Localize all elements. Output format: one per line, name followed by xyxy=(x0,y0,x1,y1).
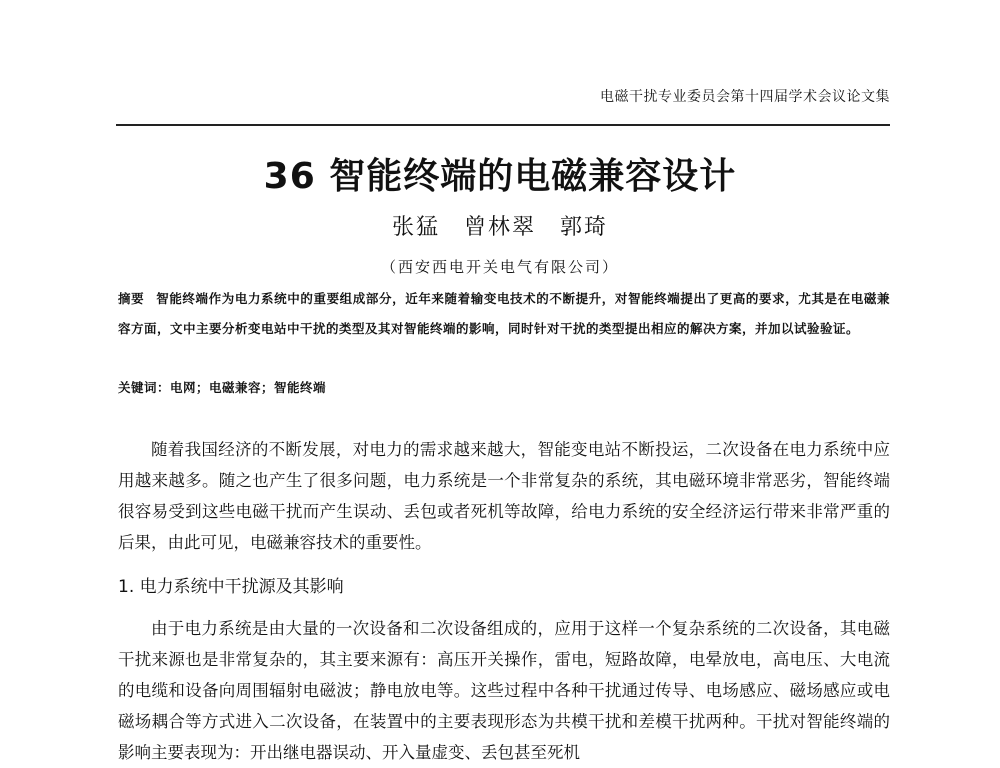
section-heading-1: 1. 电力系统中干扰源及其影响 xyxy=(118,577,344,597)
keywords: 关键词：电网；电磁兼容；智能终端 xyxy=(118,380,327,395)
abstract xyxy=(118,284,890,344)
authors: 张猛 曾林翠 郭琦 xyxy=(391,215,608,240)
abstract-label: 摘要 xyxy=(118,291,145,306)
running-header: 电磁干扰专业委员会第十四届学术会议论文集 xyxy=(600,89,890,105)
intro-paragraph: 随着我国经济的不断发展，对电力的需求越来越大，智能变电站不断投运，二次设备在电力系统中应用越来越多。随之也产生了很多问题，电力系统是一个非常复杂的系统，其电磁环境非常恶劣，智能终端很容易受到这些电磁干扰而产生误动、丢包或者死机等故障，给电力系统的安全经济运行带来非常严重的后果，由此可见，电磁兼容技术的重要性。 xyxy=(118,440,890,552)
section-1-paragraph: 由于电力系统是由大量的一次设备和二次设备组成的，应用于这样一个复杂系统的二次设备，其电磁干扰来源也是非常复杂的，其主要来源有：高压开关操作，雷电，短路故障，电晕放电，高电压、大电流的电缆和设备向周围辐射电磁波；静电放电等。这些过程中各种干扰通过传导、电场感应、磁场感应或电磁场耦合等方式进入二次设备，在装置中的主要表现形态为共模干扰和差模干扰两种。干扰对智能终端的影响主要表现为：开出继电器误动、开入量虚变、丢包甚至死机 xyxy=(118,619,890,762)
paper-title: 36 智能终端的电磁兼容设计 xyxy=(263,156,737,197)
header-rule xyxy=(116,124,890,126)
abstract-text: 智能终端作为电力系统中的重要组成部分，近年来随着输变电技术的不断提升，对智能终端提出了更高的要求，尤其是在电磁兼容方面，文中主要分析变电站中干扰的类型及其对智能终端的影响，同时针对干扰的类型提出相应的解决方案，并加以试验验证。 xyxy=(118,291,890,336)
affiliation: （西安西电开关电气有限公司） xyxy=(380,258,619,276)
